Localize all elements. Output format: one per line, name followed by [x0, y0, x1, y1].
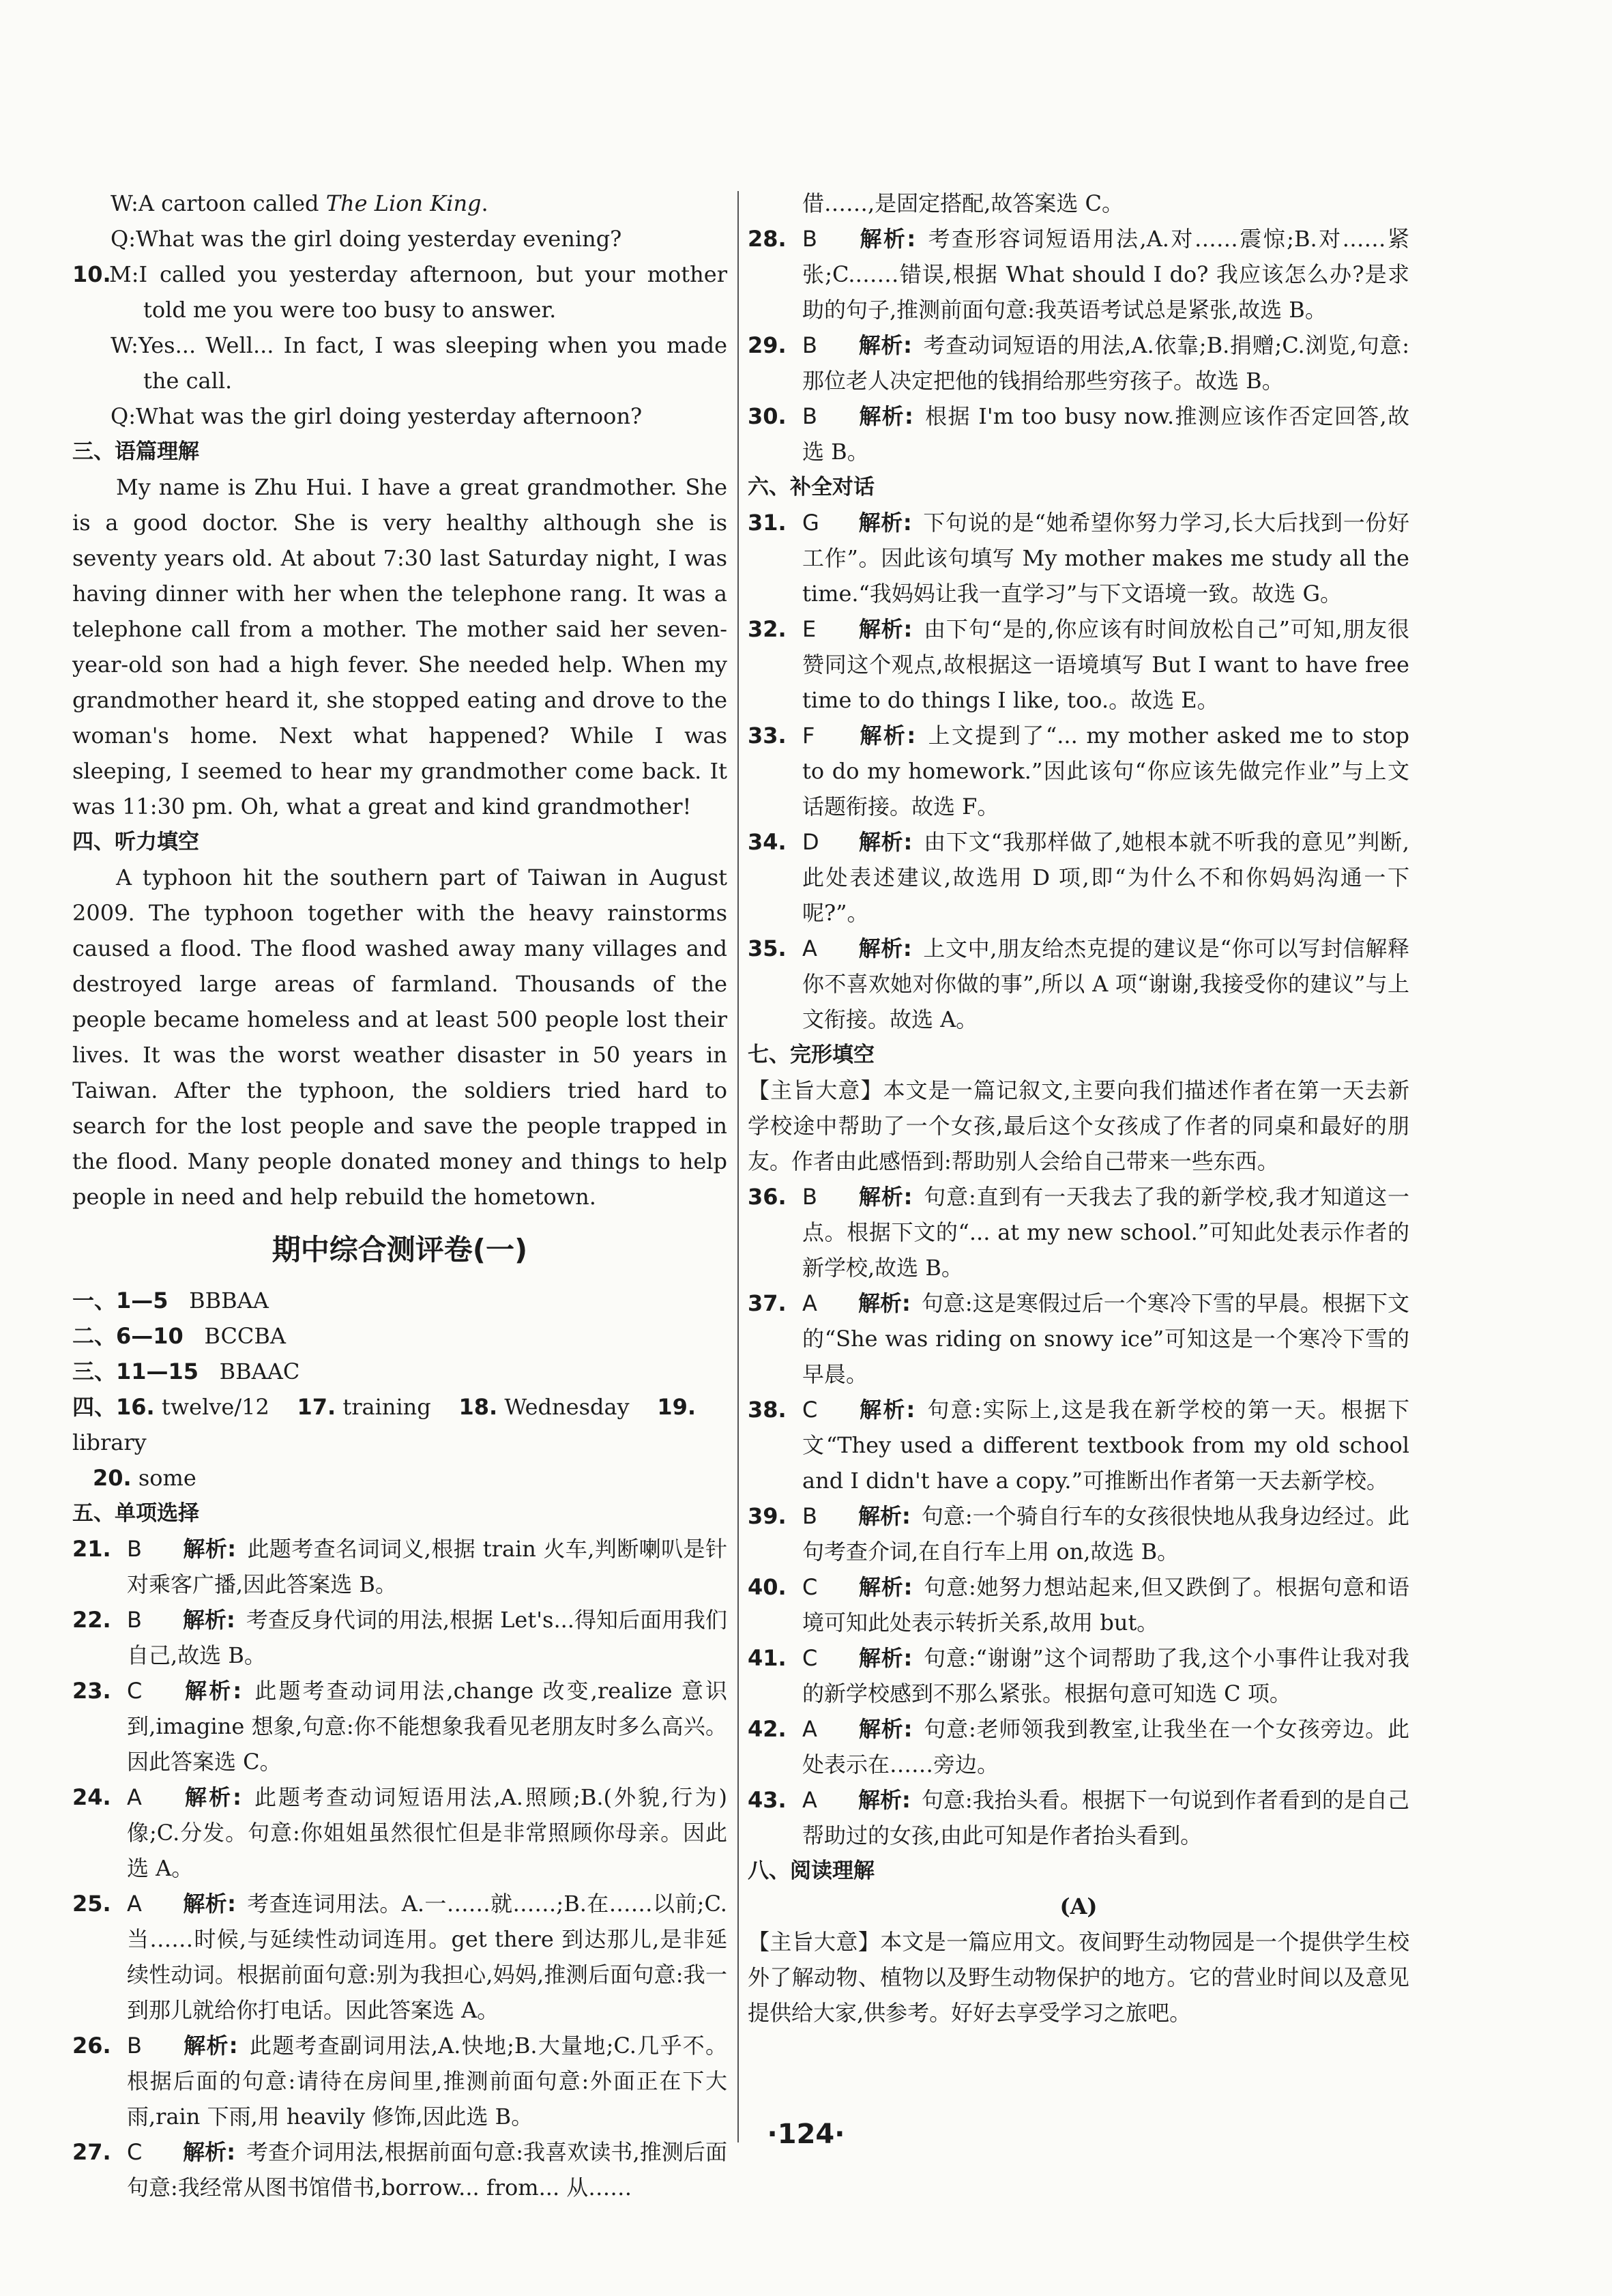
- answer-letter: B: [127, 1607, 142, 1633]
- analysis-text: 由下句“是的,你应该有时间放松自己”可知,朋友很赞同这个观点,故根据这一语境填写 But I want to have free time to do things I like, too.。故选 E。: [802, 616, 1409, 713]
- answer-key-row: [72, 1354, 727, 1389]
- analysis-text: 句意:老师领我到教室,让我坐在一个女孩旁边。此处表示在……旁边。: [802, 1716, 1409, 1777]
- question-number: 25.: [72, 1891, 111, 1917]
- analysis-label: 解析:: [858, 1645, 913, 1671]
- dialogue-text: M:I called you yesterday afternoon, but your mother told me you were too busy to answer.: [109, 261, 727, 323]
- analysis-label: 解析:: [183, 1784, 241, 1810]
- section-heading: 四、听力填空: [72, 830, 199, 854]
- question-number: 31.: [748, 510, 787, 536]
- answer-letter: D: [802, 829, 819, 855]
- key-value: library: [72, 1429, 147, 1455]
- answer-item: [72, 1886, 727, 2028]
- answer-item: [748, 221, 1409, 328]
- analysis-label: 解析:: [858, 226, 916, 252]
- question-number: 22.: [72, 1607, 111, 1633]
- question-number: 40.: [748, 1574, 787, 1600]
- section-heading: 七、完形填空: [748, 1043, 875, 1067]
- key-value: BBBAA: [189, 1288, 269, 1313]
- analysis-label: 解析:: [858, 616, 913, 642]
- dialogue-text: W:A cartoon called: [111, 190, 326, 216]
- key-label: 18.: [458, 1394, 498, 1420]
- analysis-label: 解析:: [183, 2139, 236, 2165]
- answer-item: [72, 1531, 727, 1602]
- right-column: [748, 186, 1409, 2031]
- analysis-text: 句意:直到有一天我去了我的新学校,我才知道这一点。根据下文的“... at my new school.”可知此处表示作者的新学校,故选 B。: [802, 1184, 1409, 1281]
- answer-key-row: [72, 1460, 727, 1496]
- analysis-label: 解析:: [183, 1607, 235, 1633]
- analysis-text: 句意:她努力想站起来,但又跌倒了。根据句意和语境可知此处表示转折关系,故用 but。: [802, 1574, 1409, 1636]
- answer-item: [748, 1711, 1409, 1782]
- analysis-text: 考查连词用法。A.一……就……;B.在……以前;C.当……时候,与延续性动词连用。get there 到达那儿,是非延续性动词。根据前面句意:别为我担心,妈妈,推测后面句意:我一到那儿就给你打电话。因此答案选 A。: [127, 1891, 727, 2023]
- key-label: 16.: [116, 1394, 155, 1420]
- analysis-text: 此题考查动词短语用法,A.照顾;B.(外貌,行为)像;C.分发。句意:你姐姐虽然很忙但是非常照顾你母亲。因此选 A。: [127, 1784, 727, 1881]
- answer-item: [748, 824, 1409, 931]
- passage-text: My name is Zhu Hui. I have a great grandmother. She is a good doctor. She is very healthy although she is seventy years old. At about 7:30 last Saturday night, I was having dinner with her when the telephone rang. It was a telephone call from a mother. The mother said her seven-year-old son had a high fever. She needed help. When my grandmother heard it, she stopped eating and drove to the woman's home. Next what happened? While I was sleeping, I seemed to hear my grandmother come back. It was 11:30 pm. Oh, what a great and kind grandmother!: [72, 474, 727, 819]
- answer-letter: B: [802, 226, 817, 252]
- dialogue-text: .: [481, 190, 488, 216]
- question-number: 24.: [72, 1784, 111, 1810]
- answer-letter: A: [802, 935, 817, 961]
- key-value: Wednesday: [504, 1394, 630, 1420]
- key-value: BBAAC: [219, 1358, 300, 1384]
- answer-letter: F: [802, 723, 815, 749]
- analysis-text: 此题考查名词词义,根据 train 火车,判断喇叭是针对乘客广播,因此答案选 B。: [127, 1536, 727, 1597]
- answer-letter: A: [802, 1716, 817, 1742]
- answer-item: [748, 1782, 1409, 1853]
- key-value: BCCBA: [204, 1323, 287, 1349]
- question-number: 26.: [72, 2033, 111, 2059]
- key-label: 17.: [297, 1394, 336, 1420]
- analysis-label: 解析:: [858, 332, 912, 358]
- answer-item: [748, 505, 1409, 611]
- answer-item: [72, 1673, 727, 1779]
- analysis-text: 句意:实际上,这是我在新学校的第一天。根据下文“They used a different textbook from my old school and I didn't have a copy.”可推断出作者第一天去新学校。: [802, 1397, 1409, 1494]
- question-number: 38.: [748, 1397, 787, 1423]
- analysis-label: 解析:: [183, 1536, 237, 1562]
- question-number: 34.: [748, 829, 787, 855]
- answer-letter: B: [127, 1536, 142, 1562]
- answer-key-row: [72, 1283, 727, 1318]
- column-divider: [737, 191, 739, 2142]
- answer-key-row: [72, 1389, 727, 1460]
- analysis-label: 解析:: [858, 1290, 911, 1316]
- analysis-text: 上文提到了“... my mother asked me to stop to do my homework.”因此该句“你应该先做完作业”与上文话题衔接。故选 F。: [802, 723, 1409, 819]
- answer-letter: C: [127, 2139, 143, 2165]
- section-heading: 三、语篇理解: [72, 439, 199, 464]
- analysis-label: 解析:: [858, 1716, 913, 1742]
- answer-letter: C: [802, 1397, 818, 1423]
- answer-item: [748, 931, 1409, 1037]
- listening-line: [72, 186, 727, 221]
- question-number: 33.: [748, 723, 787, 749]
- analysis-label: 解析:: [858, 1184, 913, 1210]
- analysis-label: 解析:: [858, 935, 912, 961]
- analysis-text: 此题考查动词用法,change 改变,realize 意识到,imagine 想象,句意:你不能想象我看见老朋友时多么高兴。因此答案选 C。: [127, 1678, 727, 1775]
- analysis-label: 解析:: [858, 723, 916, 749]
- section-heading: 五、单项选择: [72, 1501, 199, 1526]
- key-label: 20.: [93, 1465, 132, 1491]
- movie-title: The Lion King: [325, 190, 482, 216]
- answer-letter: E: [802, 616, 817, 642]
- key-label: 一、1—5: [72, 1288, 168, 1313]
- analysis-text: 根据 I'm too busy now.推测应该作否定回答,故选 B。: [802, 403, 1409, 465]
- question-number: 27.: [72, 2139, 111, 2165]
- analysis-label: 解析:: [858, 1574, 913, 1600]
- analysis-label: 解析:: [183, 1678, 242, 1704]
- question-number: 10.: [72, 261, 111, 287]
- analysis-label: 解析:: [183, 2033, 238, 2059]
- key-value: training: [342, 1394, 431, 1420]
- analysis-text: 由下文“我那样做了,她根本就不听我的意见”判断,此处表述建议,故选用 D 项,即“为什么不和你妈妈沟通一下呢?”。: [802, 829, 1409, 926]
- question-number: 43.: [748, 1787, 787, 1813]
- answer-letter: C: [802, 1574, 818, 1600]
- key-label: 三、11—15: [72, 1358, 199, 1384]
- analysis-text: 句意:这是寒假过后一个寒冷下雪的早晨。根据下文的“She was riding on snowy ice”可知这是一个寒冷下雪的早晨。: [802, 1290, 1409, 1387]
- dialogue-line: W:Yes... Well... In fact, I was sleeping when you made the call.: [111, 332, 727, 394]
- analysis-label: 解析:: [183, 1891, 236, 1917]
- answer-item: [72, 1779, 727, 1886]
- analysis-text: 考查反身代词的用法,根据 Let's...得知后面用我们自己,故选 B。: [127, 1607, 727, 1668]
- question-number: 23.: [72, 1678, 111, 1704]
- section-heading: 八、阅读理解: [748, 1859, 875, 1883]
- answer-letter: A: [802, 1290, 817, 1316]
- left-column: [72, 186, 727, 2205]
- answer-item: [748, 1569, 1409, 1640]
- analysis-label: 解析:: [858, 829, 913, 855]
- analysis-text: 考查形容词短语用法,A.对……震惊;B.对……紧张;C.……错误,根据 What should I do? 我应该怎么办?是求助的句子,推测前面句意:我英语考试总是紧张,故选 B。: [802, 226, 1409, 323]
- answer-item: [748, 1179, 1409, 1285]
- answer-item: [748, 1640, 1409, 1711]
- subsection-label: (A): [1059, 1893, 1098, 1919]
- main-idea: 【主旨大意】本文是一篇记叙文,主要向我们描述作者在第一天去新学校途中帮助了一个女孩,最后这个女孩成了作者的同桌和最好的朋友。作者由此感悟到:帮助别人会给自己带来一些东西。: [748, 1077, 1409, 1174]
- analysis-label: 解析:: [858, 1787, 911, 1813]
- page-number: ·124·: [767, 2119, 845, 2150]
- question-number: 41.: [748, 1645, 787, 1671]
- answer-item: [748, 1498, 1409, 1569]
- analysis-text: 考查动词短语的用法,A.依靠;B.捐赠;C.浏览,句意:那位老人决定把他的钱捐给那些穷孩子。故选 B。: [802, 332, 1409, 394]
- answer-letter: B: [802, 1503, 817, 1529]
- key-value: twelve/12: [161, 1394, 269, 1420]
- question-number: 32.: [748, 616, 787, 642]
- question-line: Q:What was the girl doing yesterday afternoon?: [111, 403, 643, 429]
- answer-item: [748, 328, 1409, 398]
- analysis-label: 解析:: [858, 1503, 911, 1529]
- answer-letter: G: [802, 510, 819, 536]
- question-number: 30.: [748, 403, 787, 429]
- question-number: 29.: [748, 332, 787, 358]
- answer-letter: B: [802, 403, 817, 429]
- answer-item: [748, 1392, 1409, 1498]
- key-label: 四、: [72, 1394, 117, 1420]
- analysis-text: 下句说的是“她希望你努力学习,长大后找到一份好工作”。因此该句填写 My mother makes me study all the time.“我妈妈让我一直学习”与下文语境一致。故选 G。: [802, 510, 1409, 607]
- analysis-text: 考查介词用法,根据前面句意:我喜欢读书,推测后面句意:我经常从图书馆借书,borrow... from... 从……: [127, 2139, 727, 2200]
- analysis-label: 解析:: [858, 403, 913, 429]
- answer-letter: C: [127, 1678, 143, 1704]
- dialogue-10: [72, 257, 727, 328]
- exam-title: 期中综合测评卷(一): [272, 1233, 528, 1266]
- question-number: 21.: [72, 1536, 111, 1562]
- question-number: 28.: [748, 226, 787, 252]
- main-idea: 【主旨大意】本文是一篇应用文。夜间野生动物园是一个提供学生校外了解动物、植物以及野生动物保护的地方。它的营业时间以及意见提供给大家,供参考。好好去享受学习之旅吧。: [748, 1929, 1409, 2026]
- key-label: 二、6—10: [72, 1323, 184, 1349]
- section-heading: 六、补全对话: [748, 475, 875, 499]
- answer-item: [748, 718, 1409, 824]
- question-number: 35.: [748, 935, 787, 961]
- question-line: Q:What was the girl doing yesterday evening?: [111, 226, 622, 252]
- key-value: some: [138, 1465, 196, 1491]
- answer-letter: B: [127, 2033, 142, 2059]
- analysis-text: 此题考查副词用法,A.快地;B.大量地;C.几乎不。根据后面的句意:请待在房间里,推测前面句意:外面正在下大雨,rain 下雨,用 heavily 修饰,因此选 B。: [127, 2033, 727, 2130]
- answer-item: [748, 611, 1409, 718]
- question-number: 39.: [748, 1503, 787, 1529]
- answer-letter: A: [127, 1891, 142, 1917]
- answer-item: [748, 398, 1409, 469]
- answer-letter: A: [127, 1784, 142, 1810]
- answer-list: [72, 1531, 727, 2205]
- analysis-label: 解析:: [858, 510, 912, 536]
- question-number: 42.: [748, 1716, 787, 1742]
- analysis-continuation: 借……,是固定搭配,故答案选 C。: [802, 190, 1124, 216]
- answer-item: [72, 1602, 727, 1673]
- passage-text: A typhoon hit the southern part of Taiwan in August 2009. The typhoon together with the heavy rainstorms caused a flood. The flood washed away many villages and destroyed large areas of farmland. Thousands of the people became homeless and at least 500 people lost their lives. It was the worst weather disaster in 50 years in Taiwan. After the typhoon, the soldiers tried hard to search for the lost people and save the people trapped in the flood. Many people donated money and things to help people in need and help rebuild the hometown.: [72, 864, 727, 1210]
- key-label: 19.: [657, 1394, 696, 1420]
- answer-letter: B: [802, 332, 817, 358]
- analysis-text: 上文中,朋友给杰克提的建议是“你可以写封信解释你不喜欢她对你做的事”,所以 A 项“谢谢,我接受你的建议”与上文衔接。故选 A。: [802, 935, 1409, 1032]
- answer-letter: C: [802, 1645, 818, 1671]
- analysis-text: 句意:一个骑自行车的女孩很快地从我身边经过。此句考查介词,在自行车上用 on,故选 B。: [802, 1503, 1409, 1565]
- question-number: 37.: [748, 1290, 787, 1316]
- analysis-label: 解析:: [858, 1397, 915, 1423]
- answer-letter: A: [802, 1787, 817, 1813]
- answer-key-row: [72, 1318, 727, 1354]
- analysis-text: 句意:“谢谢”这个词帮助了我,这个小事件让我对我的新学校感到不那么紧张。根据句意可知选 C 项。: [802, 1645, 1409, 1706]
- answer-item: [748, 1285, 1409, 1392]
- analysis-text: 句意:我抬头看。根据下一句说到作者看到的是自己帮助过的女孩,由此可知是作者抬头看到。: [802, 1787, 1409, 1848]
- answer-letter: B: [802, 1184, 817, 1210]
- question-number: 36.: [748, 1184, 787, 1210]
